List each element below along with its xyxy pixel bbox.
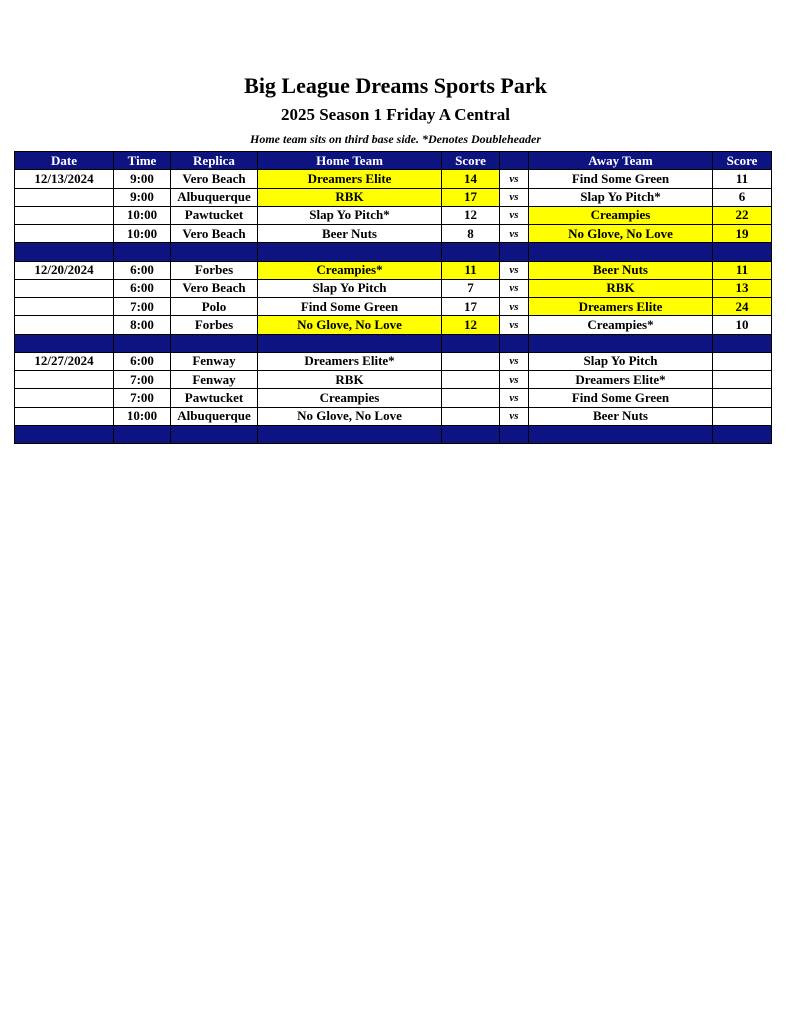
separator-cell	[442, 243, 500, 261]
table-row	[15, 389, 772, 407]
cell-away-score	[713, 389, 772, 407]
cell-away-team: Find Some Green	[529, 389, 713, 407]
cell-vs: vs	[500, 352, 529, 370]
separator-cell	[15, 243, 114, 261]
cell-away-score	[713, 352, 772, 370]
cell-vs: vs	[500, 261, 529, 279]
cell-replica: Albuquerque	[171, 407, 258, 425]
separator-cell	[114, 243, 171, 261]
cell-date: 12/13/2024	[15, 170, 114, 188]
cell-time: 9:00	[114, 170, 171, 188]
cell-vs: vs	[500, 407, 529, 425]
cell-time: 8:00	[114, 316, 171, 334]
cell-time: 6:00	[114, 352, 171, 370]
separator-cell	[15, 425, 114, 443]
cell-time: 10:00	[114, 225, 171, 243]
cell-home-score: 17	[442, 298, 500, 316]
cell-time: 6:00	[114, 279, 171, 297]
cell-home-team: Dreamers Elite	[258, 170, 442, 188]
cell-home-score: 8	[442, 225, 500, 243]
separator-cell	[258, 425, 442, 443]
table-row	[15, 170, 772, 188]
cell-home-score: 17	[442, 188, 500, 206]
cell-replica: Pawtucket	[171, 389, 258, 407]
cell-vs: vs	[500, 170, 529, 188]
cell-vs: vs	[500, 389, 529, 407]
table-row	[15, 279, 772, 297]
table-row	[15, 407, 772, 425]
cell-away-team: Beer Nuts	[529, 261, 713, 279]
cell-away-team: Dreamers Elite	[529, 298, 713, 316]
separator-cell	[713, 425, 772, 443]
separator-cell	[529, 425, 713, 443]
cell-home-team: RBK	[258, 371, 442, 389]
cell-date	[15, 316, 114, 334]
cell-time: 7:00	[114, 298, 171, 316]
separator-row	[15, 334, 772, 352]
cell-home-team: Creampies*	[258, 261, 442, 279]
separator-cell	[258, 334, 442, 352]
cell-replica: Vero Beach	[171, 170, 258, 188]
cell-away-team: No Glove, No Love	[529, 225, 713, 243]
cell-home-score: 14	[442, 170, 500, 188]
cell-date	[15, 407, 114, 425]
table-row	[15, 188, 772, 206]
cell-away-score	[713, 371, 772, 389]
cell-date	[15, 298, 114, 316]
table-row	[15, 298, 772, 316]
cell-time: 10:00	[114, 407, 171, 425]
cell-replica: Fenway	[171, 371, 258, 389]
schedule-note: Home team sits on third base side. *Denotes Doubleheader	[250, 132, 541, 146]
separator-cell	[171, 425, 258, 443]
cell-replica: Vero Beach	[171, 279, 258, 297]
cell-date	[15, 279, 114, 297]
cell-date	[15, 389, 114, 407]
cell-replica: Fenway	[171, 352, 258, 370]
cell-away-team: Beer Nuts	[529, 407, 713, 425]
cell-away-team: Slap Yo Pitch	[529, 352, 713, 370]
cell-home-team: Dreamers Elite*	[258, 352, 442, 370]
cell-away-team: Slap Yo Pitch*	[529, 188, 713, 206]
cell-home-score	[442, 352, 500, 370]
col-header-replica: Replica	[171, 152, 258, 170]
cell-vs: vs	[500, 371, 529, 389]
cell-replica: Forbes	[171, 261, 258, 279]
table-row	[15, 371, 772, 389]
table-row	[15, 352, 772, 370]
separator-cell	[442, 425, 500, 443]
schedule-table	[14, 151, 772, 444]
cell-away-score: 6	[713, 188, 772, 206]
cell-away-score: 11	[713, 170, 772, 188]
cell-vs: vs	[500, 316, 529, 334]
cell-away-score: 10	[713, 316, 772, 334]
cell-home-score	[442, 371, 500, 389]
cell-time: 6:00	[114, 261, 171, 279]
cell-away-score: 13	[713, 279, 772, 297]
cell-home-score: 12	[442, 316, 500, 334]
cell-home-team: RBK	[258, 188, 442, 206]
separator-cell	[114, 334, 171, 352]
cell-home-team: No Glove, No Love	[258, 316, 442, 334]
cell-home-score: 12	[442, 206, 500, 224]
cell-home-team: Beer Nuts	[258, 225, 442, 243]
cell-home-team: Slap Yo Pitch	[258, 279, 442, 297]
cell-away-score: 11	[713, 261, 772, 279]
col-header-date: Date	[15, 152, 114, 170]
col-header-time: Time	[114, 152, 171, 170]
separator-cell	[500, 334, 529, 352]
separator-cell	[500, 425, 529, 443]
cell-replica: Pawtucket	[171, 206, 258, 224]
separator-cell	[713, 334, 772, 352]
separator-cell	[258, 243, 442, 261]
cell-away-team: RBK	[529, 279, 713, 297]
cell-home-team: Slap Yo Pitch*	[258, 206, 442, 224]
cell-date: 12/20/2024	[15, 261, 114, 279]
cell-replica: Vero Beach	[171, 225, 258, 243]
cell-home-score	[442, 407, 500, 425]
col-header-home-team: Home Team	[258, 152, 442, 170]
cell-away-team: Creampies	[529, 206, 713, 224]
cell-away-score: 19	[713, 225, 772, 243]
cell-home-team: Find Some Green	[258, 298, 442, 316]
cell-home-team: No Glove, No Love	[258, 407, 442, 425]
cell-home-score: 11	[442, 261, 500, 279]
schedule-body	[15, 170, 772, 444]
col-header-away-score: Score	[713, 152, 772, 170]
cell-replica: Albuquerque	[171, 188, 258, 206]
separator-cell	[171, 334, 258, 352]
separator-cell	[15, 334, 114, 352]
col-header-away-team: Away Team	[529, 152, 713, 170]
cell-time: 7:00	[114, 389, 171, 407]
page-title: Big League Dreams Sports Park	[244, 73, 547, 98]
separator-cell	[114, 425, 171, 443]
cell-away-score	[713, 407, 772, 425]
cell-vs: vs	[500, 298, 529, 316]
table-header-row	[15, 152, 772, 170]
cell-date	[15, 371, 114, 389]
cell-away-score: 22	[713, 206, 772, 224]
col-header-vs	[500, 152, 529, 170]
separator-cell	[500, 243, 529, 261]
col-header-home-score: Score	[442, 152, 500, 170]
separator-row	[15, 243, 772, 261]
cell-away-team: Find Some Green	[529, 170, 713, 188]
table-row	[15, 316, 772, 334]
cell-vs: vs	[500, 188, 529, 206]
cell-date: 12/27/2024	[15, 352, 114, 370]
cell-away-team: Creampies*	[529, 316, 713, 334]
cell-home-score: 7	[442, 279, 500, 297]
cell-time: 10:00	[114, 206, 171, 224]
cell-away-team: Dreamers Elite*	[529, 371, 713, 389]
separator-cell	[529, 334, 713, 352]
cell-replica: Forbes	[171, 316, 258, 334]
cell-vs: vs	[500, 279, 529, 297]
cell-replica: Polo	[171, 298, 258, 316]
cell-vs: vs	[500, 206, 529, 224]
separator-cell	[713, 243, 772, 261]
cell-date	[15, 206, 114, 224]
cell-away-score: 24	[713, 298, 772, 316]
cell-date	[15, 225, 114, 243]
cell-time: 7:00	[114, 371, 171, 389]
table-row	[15, 225, 772, 243]
cell-home-score	[442, 389, 500, 407]
separator-cell	[171, 243, 258, 261]
cell-date	[15, 188, 114, 206]
page-subtitle: 2025 Season 1 Friday A Central	[280, 105, 511, 124]
separator-row	[15, 425, 772, 443]
separator-cell	[442, 334, 500, 352]
cell-time: 9:00	[114, 188, 171, 206]
table-row	[15, 261, 772, 279]
separator-cell	[529, 243, 713, 261]
cell-vs: vs	[500, 225, 529, 243]
cell-home-team: Creampies	[258, 389, 442, 407]
table-row	[15, 206, 772, 224]
